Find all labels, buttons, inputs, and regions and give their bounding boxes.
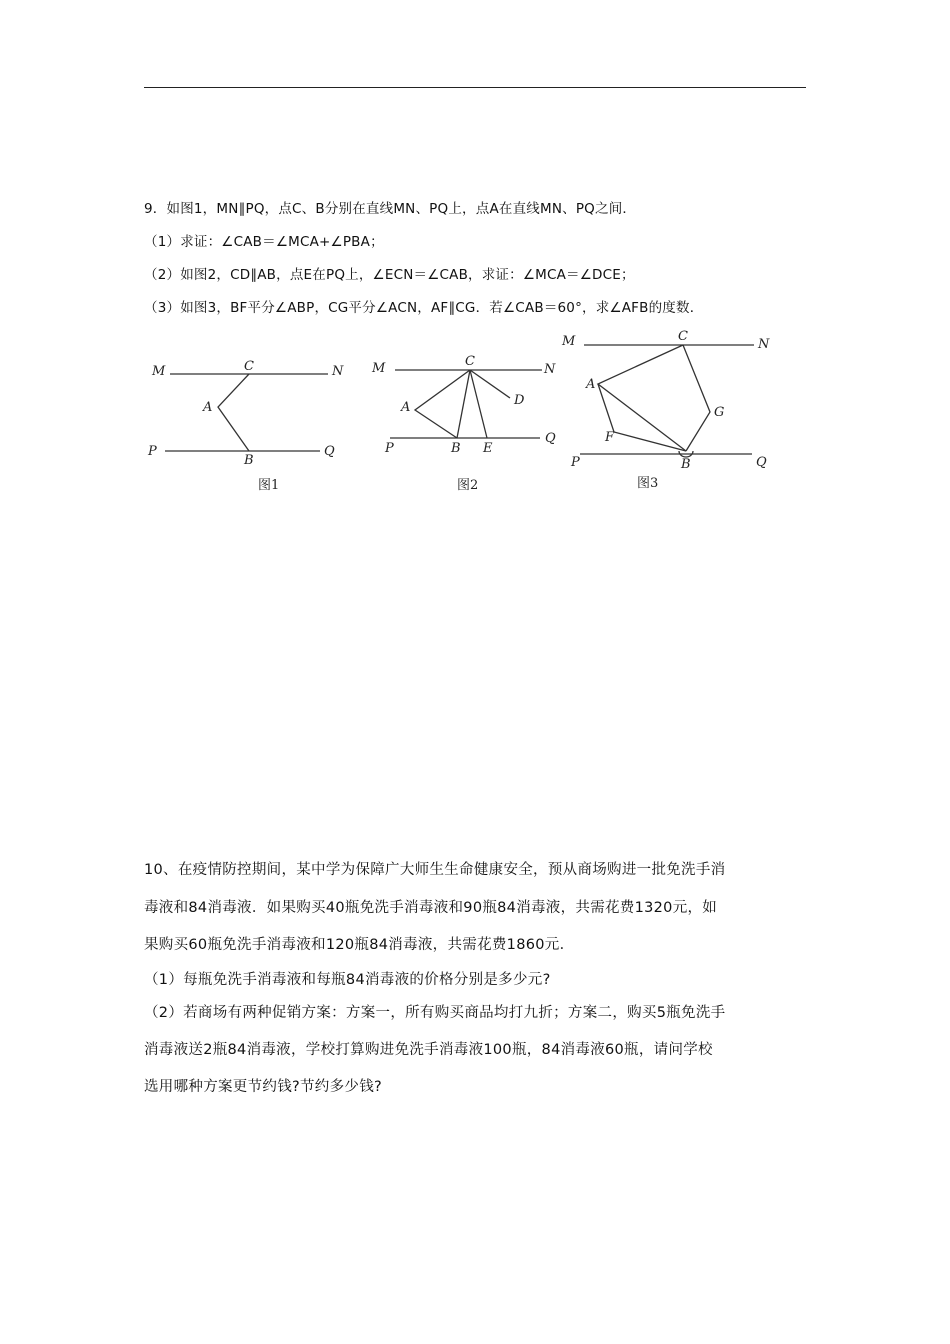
fig1-label-c: C bbox=[244, 359, 254, 374]
fig1-label-n: N bbox=[332, 364, 344, 379]
fig1-caption: 图1 bbox=[258, 478, 280, 493]
header-rule bbox=[144, 87, 806, 88]
fig1-label-p: P bbox=[148, 444, 157, 459]
q9-figures bbox=[140, 330, 800, 504]
fig2-caption: 图2 bbox=[457, 478, 479, 493]
fig2-label-c: C bbox=[465, 354, 475, 369]
fig3-label-p: P bbox=[571, 455, 580, 470]
fig3-label-g: G bbox=[714, 405, 725, 420]
fig3-label-f: F bbox=[605, 430, 615, 445]
fig3-label-q: Q bbox=[756, 455, 767, 470]
q9-part2: （2）如图2，CD∥AB，点E在PQ上，∠ECN＝∠CAB，求证：∠MCA＝∠DCE； bbox=[144, 267, 635, 283]
fig3-caption: 图3 bbox=[637, 476, 659, 491]
q10-line2: 毒液和84消毒液．如果购买40瓶免洗手消毒液和90瓶84消毒液，共需花费1320元，如 bbox=[144, 900, 718, 916]
fig1-label-b: B bbox=[244, 453, 254, 468]
q10-line3: 果购买60瓶免洗手消毒液和120瓶84消毒液，共需花费1860元． bbox=[144, 937, 575, 953]
q10-line1: 10、在疫情防控期间，某中学为保障广大师生生命健康安全，预从商场购进一批免洗手消 bbox=[144, 862, 726, 878]
fig2-label-a: A bbox=[401, 400, 411, 415]
fig3-label-a: A bbox=[586, 377, 596, 392]
q10-part1: （1）每瓶免洗手消毒液和每瓶84消毒液的价格分别是多少元? bbox=[144, 972, 551, 988]
fig2-label-n: N bbox=[544, 362, 556, 377]
fig3-label-n: N bbox=[758, 337, 770, 352]
fig2-label-d: D bbox=[514, 393, 525, 408]
fig2-label-p: P bbox=[385, 441, 394, 456]
fig1-label-m: M bbox=[152, 364, 166, 379]
fig1-label-q: Q bbox=[324, 444, 335, 459]
q9-part3: （3）如图3，BF平分∠ABP，CG平分∠ACN，AF∥CG．若∠CAB＝60°，求∠AFB的度数． bbox=[144, 300, 704, 316]
fig3-label-m: M bbox=[562, 334, 576, 349]
q10-part2b: 消毒液送2瓶84消毒液，学校打算购进免洗手消毒液100瓶，84消毒液60瓶，请问学校 bbox=[144, 1042, 713, 1058]
q10-part2a: （2）若商场有两种促销方案：方案一，所有购买商品均打九折；方案二，购买5瓶免洗手 bbox=[144, 1005, 726, 1021]
fig2-label-m: M bbox=[372, 361, 386, 376]
q9-part1: （1）求证：∠CAB＝∠MCA+∠PBA； bbox=[144, 234, 384, 250]
fig3-label-c: C bbox=[678, 330, 688, 344]
fig1-label-a: A bbox=[203, 400, 213, 415]
q10-part2c: 选用哪种方案更节约钱?节约多少钱? bbox=[144, 1079, 382, 1095]
fig2-label-e: E bbox=[483, 441, 493, 456]
fig3-label-b: B bbox=[681, 457, 691, 472]
fig2-label-b: B bbox=[451, 441, 461, 456]
q9-stem: 9．如图1，MN∥PQ，点C、B分别在直线MN、PQ上，点A在直线MN、PQ之间． bbox=[144, 201, 637, 217]
fig2-label-q: Q bbox=[545, 431, 556, 446]
